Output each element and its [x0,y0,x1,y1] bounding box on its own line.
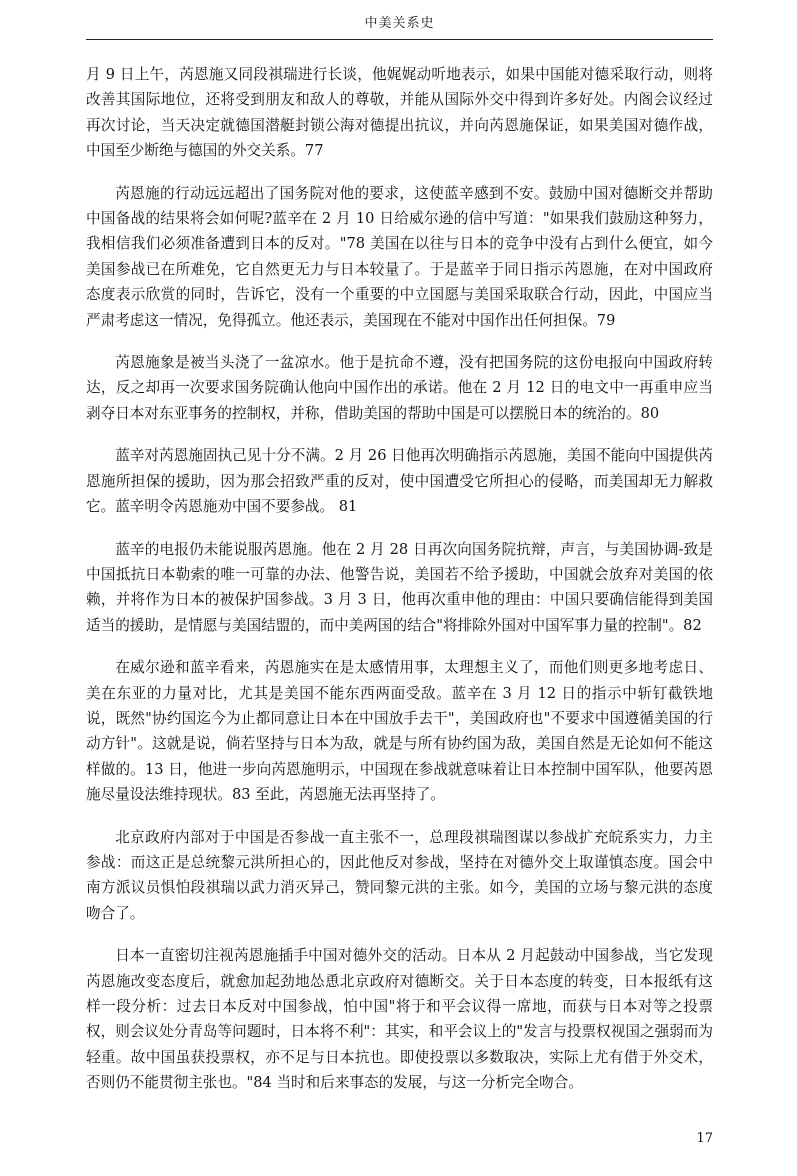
paragraph: 在威尔逊和蓝辛看来，芮恩施实在是太感情用事，太理想主义了，而他们则更多地考虑日、美在东亚的力量对比，尤其是美国不能东西两面受敌。蓝辛在 3 月 12 日的指示中斩钉截铁地说，既然"协约国迄今为止都同意让日本在中国放手去干"，美国政府也"不要求中国遵循美国的行动方针"。这就是说，倘若坚持与日本为敌，就是与所有协约国为敌，美国自然是无论如何不能这样做的。13 日，他进一步向芮恩施明示，中国现在参战就意味着让日本控制中国军队，他要芮恩施尽量设法维持现状。83 至此，芮恩施无法再坚持了。 [86,659,713,804]
header-divider [86,39,713,40]
page-header [86,14,713,42]
paragraph: 北京政府内部对于中国是否参战一直主张不一，总理段祺瑞图谋以参战扩充皖系实力，力主参战：而这正是总统黎元洪所担心的，因此他反对参战，坚持在对德外交上取谨慎态度。国会中南方派议员惧怕段祺瑞以武力消灭异己，赞同黎元洪的主张。如今，美国的立场与黎元洪的态度吻合了。 [86,828,713,922]
paragraph: 蓝辛对芮恩施固执己见十分不满。2 月 26 日他再次明确指示芮恩施，美国不能向中国提供芮恩施所担保的援助，因为那会招致严重的反对，使中国遭受它所担心的侵略，而美国却无力解救它。蓝辛明令芮恩施劝中国不要参战。 81 [86,447,713,516]
paragraph: 芮恩施的行动远远超出了国务院对他的要求，这使蓝辛感到不安。鼓励中国对德断交并帮助中国备战的结果将会如何呢?蓝辛在 2 月 10 日给威尔逊的信中写道："如果我们鼓励这种努力，我相信我们必须准备遭到日本的反对。"78 美国在以往与日本的竞争中没有占到什么便宜，如今美国参战已在所难免，它自然更无力与日本较量了。于是蓝辛于同日指示芮恩施，在对中国政府态度表示欣赏的同时，告诉它，没有一个重要的中立国愿与美国采取联合行动，因此，中国应当严肃考虑这一情况，免得孤立。他还表示，美国现在不能对中国作出任何担保。79 [86,184,713,329]
paragraph-continuation: 月 9 日上午，芮恩施又同段祺瑞进行长谈，他娓娓动听地表示，如果中国能对德采取行动，则将改善其国际地位，还将受到朋友和敌人的尊敬，并能从国际外交中得到许多好处。内阁会议经过再次讨论，当天决定就德国潜艇封锁公海对德提出抗议，并向芮恩施保证，如果美国对德作战，中国至少断绝与德国的外交关系。77 [86,66,713,160]
paragraph: 日本一直密切注视芮恩施插手中国对德外交的活动。日本从 2 月起鼓动中国参战，当它发现芮恩施改变态度后，就愈加起劲地怂恿北京政府对德断交。关于日本态度的转变，日本报纸有这样一段分析：过去日本反对中国参战，怕中国"将于和平会议得一席地，而获与日本对等之投票权，则会议处分青岛等问题时，日本将不利"：其实，和平会议上的"发言与投票权视国之强弱而为轻重。故中国虽获投票权，亦不足与日本抗也。即使投票以多数取决，实际上尤有借于外交术，否则仍不能贯彻主张也。"84 当时和后来事态的发展，与这一分析完全吻合。 [86,947,713,1092]
body-text [86,62,713,1113]
page-number: 17 [696,1131,713,1146]
paragraph: 芮恩施象是被当头浇了一盆凉水。他于是抗命不遵，没有把国务院的这份电报向中国政府转达，反之却再一次要求国务院确认他向中国作出的承诺。他在 2 月 12 日的电文中一再重申应当剥夺日本对东亚事务的控制权，并称，借助美国的帮助中国是可以摆脱日本的统治的。80 [86,354,713,422]
running-header-title: 中美关系史 [364,16,435,31]
paragraph: 蓝辛的电报仍未能说服芮恩施。他在 2 月 28 日再次向国务院抗辩，声言，与美国协调-致是中国抵抗日本勒索的唯一可靠的办法、他警告说，美国若不给予援助，中国就会放弃对美国的依赖，并将作为日本的被保护国参战。3 月 3 日，他再次重申他的理由：中国只要确信能得到美国适当的援助，是情愿与美国结盟的，而中美两国的结合"将排除外国对中国军事力量的控制"。82 [86,540,713,634]
